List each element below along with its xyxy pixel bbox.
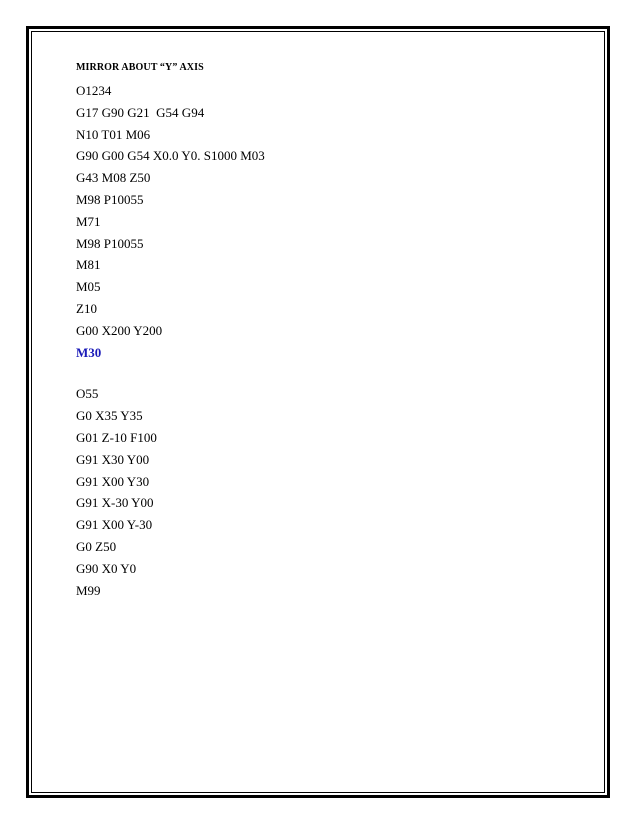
- code-line: G91 X-30 Y00: [76, 495, 154, 511]
- code-line: G01 Z-10 F100: [76, 429, 157, 445]
- code-line: M98 P10055: [76, 191, 144, 207]
- main-program: [76, 80, 576, 363]
- code-line: M05: [76, 279, 101, 295]
- code-line: G0 X35 Y35: [76, 408, 143, 424]
- code-line: M98 P10055: [76, 235, 144, 251]
- end-code-line: M30: [76, 344, 102, 360]
- code-line: M99: [76, 582, 101, 598]
- code-line: M71: [76, 213, 101, 229]
- code-line: G90 G00 G54 X0.0 Y0. S1000 M03: [76, 148, 265, 164]
- code-line: G91 X30 Y00: [76, 451, 150, 467]
- code-line: G91 X00 Y30: [76, 473, 150, 489]
- code-line: M81: [76, 257, 101, 273]
- document-content: [76, 62, 576, 601]
- code-line: G17 G90 G21 G54 G94: [76, 104, 205, 120]
- document-title: MIRROR ABOUT “Y” AXIS: [76, 62, 204, 73]
- code-line: G91 X00 Y-30: [76, 517, 153, 533]
- subprogram: [76, 383, 576, 601]
- section-spacer: [76, 363, 576, 383]
- code-line: O55: [76, 386, 99, 402]
- code-line: G0 Z50: [76, 538, 117, 554]
- code-line: N10 T01 M06: [76, 126, 151, 142]
- code-line: G43 M08 Z50: [76, 170, 151, 186]
- code-line: Z10: [76, 300, 97, 316]
- code-line: G90 X0 Y0: [76, 560, 137, 576]
- code-line: G00 X200 Y200: [76, 322, 163, 338]
- code-line: O1234: [76, 83, 112, 98]
